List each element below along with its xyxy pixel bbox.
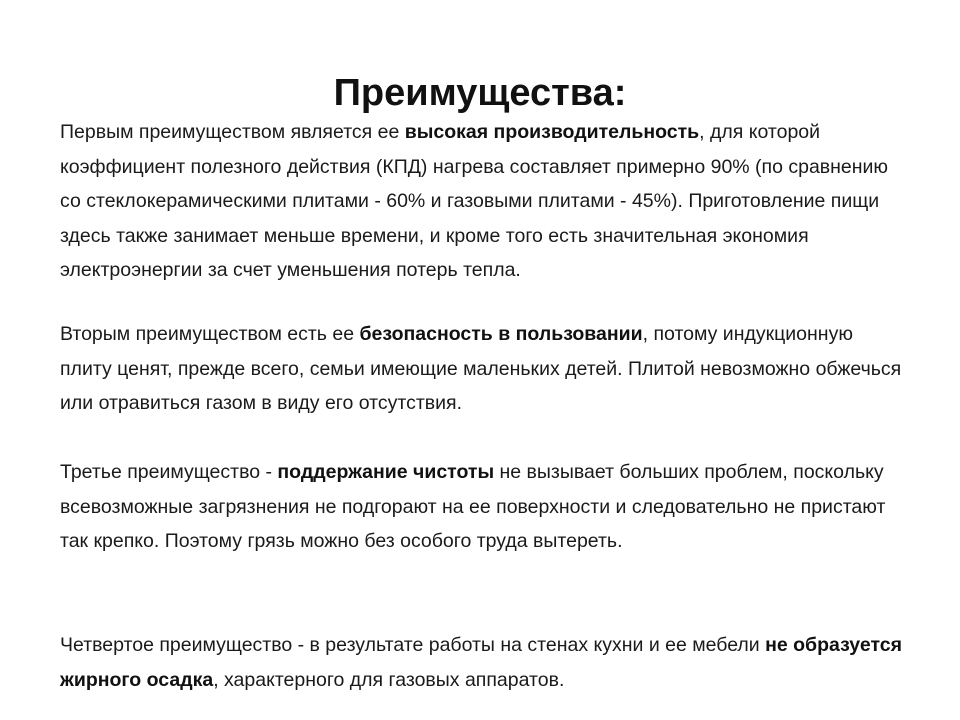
paragraph-cleanliness (60, 455, 910, 559)
paragraph-text: Третье преимущество - (60, 461, 278, 483)
paragraph-text: , для которой коэффициент полезного действия (КПД) нагрева составляет примерно 90% (по сравнению со стеклокерамическими плитами - 60% и газовыми плитами - 45%). Приготовление пищи здесь также занимает меньше времени, и кроме того есть значительная экономия электроэнергии за счет уменьшения потерь тепла. (60, 121, 889, 281)
slide-title: Преимущества: (333, 72, 627, 115)
paragraph-text: , характерного для газовых аппаратов. (213, 668, 565, 691)
paragraph-text: Первым преимуществом является ее (60, 121, 405, 143)
paragraph-highlight: безопасность в пользовании (359, 323, 643, 345)
paragraph-safety (60, 317, 910, 421)
paragraph-text: Вторым преимуществом есть ее (60, 323, 360, 345)
paragraph-text: не вызывает больших проблем, поскольку всевозможные загрязнения не подгорают на ее поверхности и следовательно не пристают так крепко. Поэтому грязь можно без особого труда вытереть. (60, 461, 886, 552)
paragraph-performance (60, 115, 910, 288)
paragraph-highlight: поддержание чистоты (277, 461, 495, 483)
paragraph-no-grease (60, 628, 910, 697)
paragraph-highlight: не образуется жирного осадка (60, 634, 902, 691)
paragraph-text: , потому индукционную плиту ценят, прежде всего, семьи имеющие маленьких детей. Плитой невозможно обжечься или отравиться газом в виду его отсутствия. (60, 323, 902, 414)
paragraph-highlight: высокая производительность (404, 121, 700, 143)
paragraph-text: Четвертое преимущество - в результате работы на стенах кухни и ее мебели (60, 634, 766, 656)
